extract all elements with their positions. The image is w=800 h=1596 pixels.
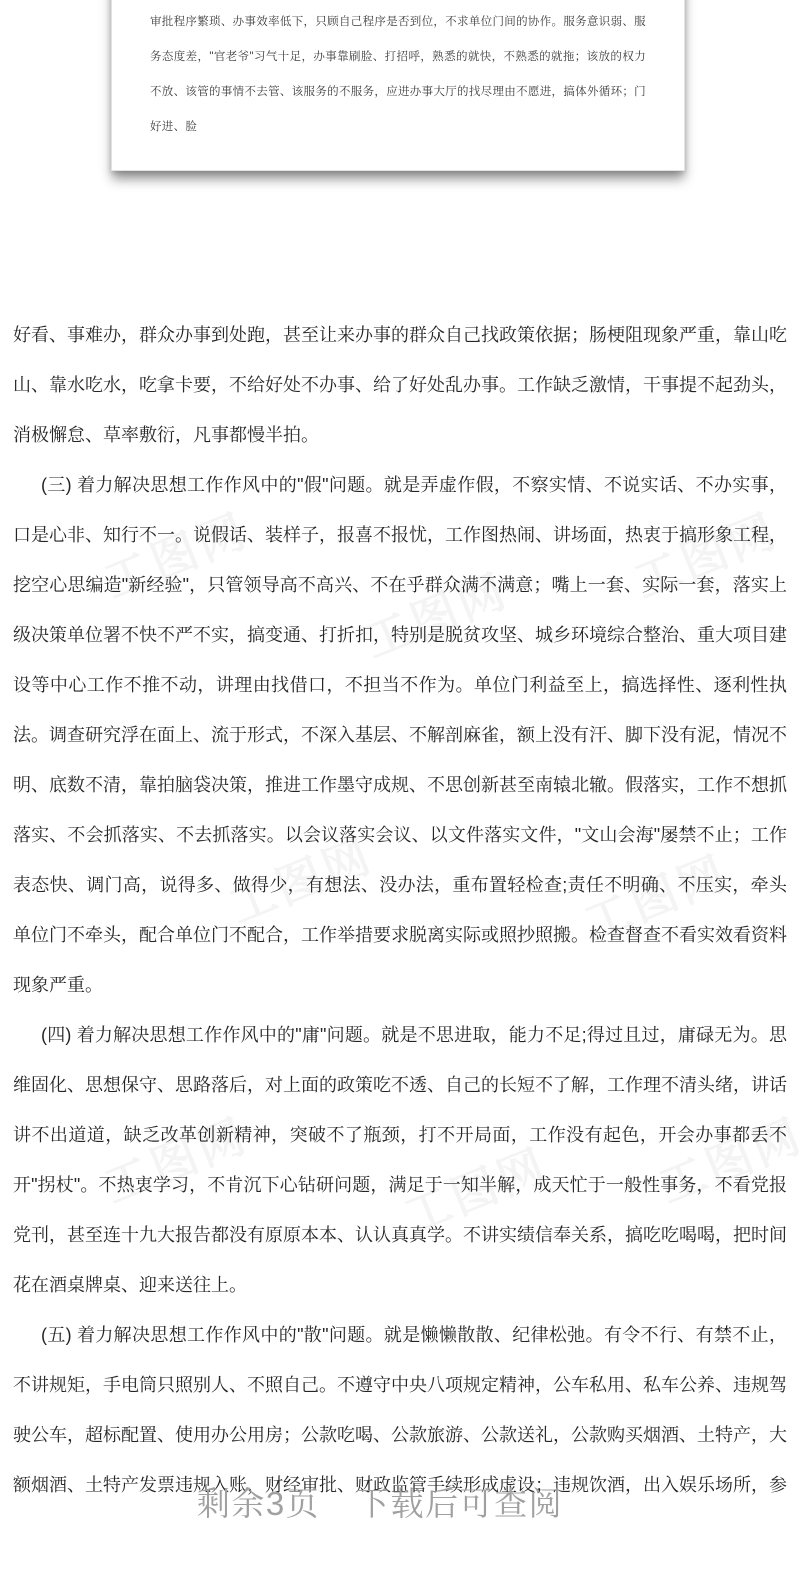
paragraph-item-5: (五) 着力解决思想工作作风中的"散"问题。就是懒懒散散、纪律松弛。有令不行、有禁不止，不讲规矩，手电筒只照别人、不照自己。不遵守中央八项规定精神，公车私用、私车公养、违规驾驶公车，超标配置、使用办公用房；公款吃喝、公款旅游、公款送礼，公款购买烟酒、土特产，大额烟酒、土特产发票违规入账，财经审批、财政监管手续形成虚设；违规饮酒，出入娱乐场所，参 bbox=[13, 1325, 787, 1495]
document-text bbox=[13, 310, 787, 1510]
remaining-pages-note bbox=[0, 1478, 780, 1525]
thumbnail-text: 审批程序繁琐、办事效率低下，只顾自己程序是否到位，不求单位门间的协作。服务意识弱、服务态度差，"官老爷"习气十足，办事靠刷脸、打招呼，熟悉的就快，不熟悉的就拖；该放的权力不放、该管的事情不去管、该服务的不服务，应进办事大厅的找尽理由不愿进，搞体外循环；门好进、脸 bbox=[150, 16, 646, 133]
download-to-view-hint: 下载后可查阅 bbox=[356, 1485, 564, 1522]
remaining-pages-count: 剩余3页 bbox=[196, 1485, 321, 1522]
paragraph-item-4: (四) 着力解决思想工作作风中的"庸"问题。就是不思进取，能力不足;得过且过，庸碌无为。思维固化、思想保守、思路落后，对上面的政策吃不透、自己的长短不了解，工作理不清头绪，讲话讲不出道道，缺乏改革创新精神，突破不了瓶颈，打不开局面，工作没有起色，开会办事都丢不开"拐杖"。不热衷学习，不肯沉下心钻研问题，满足于一知半解，成天忙于一般性事务，不看党报党刊，甚至连十九大报告都没有原原本本、认认真真学。不讲实绩信奉关系，搞吃吃喝喝，把时间花在酒桌牌桌、迎来送往上。 bbox=[13, 1025, 787, 1295]
paragraph-item-3: (三) 着力解决思想工作作风中的"假"问题。就是弄虚作假，不察实情、不说实话、不办实事，口是心非、知行不一。说假话、装样子，报喜不报忧，工作图热闹、讲场面，热衷于搞形象工程，挖空心思编造"新经验"，只管领导高不高兴、不在乎群众满不满意；嘴上一套、实际一套，落实上级决策单位署不快不严不实，搞变通、打折扣，特别是脱贫攻坚、城乡环境综合整治、重大项目建设等中心工作不推不动，讲理由找借口，不担当不作为。单位门利益至上，搞选择性、逐利性执法。调查研究浮在面上、流于形式，不深入基层、不解剖麻雀，额上没有汗、脚下没有泥，情况不明、底数不清，靠拍脑袋决策，推进工作墨守成规、不思创新甚至南辕北辙。假落实，工作不想抓落实、不会抓落实、不去抓落实。以会议落实会议、以文件落实文件，"文山会海"屡禁不止；工作表态快、调门高，说得多、做得少，有想法、没办法，重布置轻检查;责任不明确、不压实，牵头单位门不牵头，配合单位门不配合，工作举措要求脱离实际或照抄照搬。检查督查不看实效看资料现象严重。 bbox=[13, 475, 787, 995]
paragraph-continuation: 好看、事难办，群众办事到处跑，甚至让来办事的群众自己找政策依据；肠梗阻现象严重，靠山吃山、靠水吃水，吃拿卡要，不给好处不办事、给了好处乱办事。工作缺乏激情，干事提不起劲头，消极懈怠、草率敷衍，凡事都慢半拍。 bbox=[13, 325, 787, 445]
page-thumbnail[interactable] bbox=[111, 0, 685, 171]
